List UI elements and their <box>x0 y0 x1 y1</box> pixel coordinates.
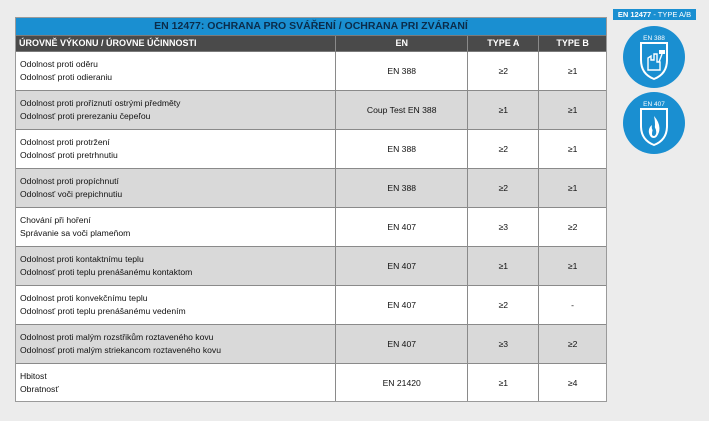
property-sk: Odolnosť proti odieraniu <box>20 72 113 82</box>
type-a-cell: ≥1 <box>468 91 539 129</box>
property-cell <box>16 52 336 90</box>
property-cell <box>16 364 336 401</box>
table-header-row <box>16 36 606 52</box>
table-row <box>16 208 606 247</box>
table-row <box>16 130 606 169</box>
property-cz: Odolnost proti malým rozstřikům roztaveného kovu <box>20 332 214 342</box>
property-sk: Odolnosť voči prepichnutiu <box>20 189 123 199</box>
table-body <box>16 52 606 401</box>
property-sk: Odolnosť proti malým striekancom roztaveného kovu <box>20 345 221 355</box>
en-cell: EN 407 <box>336 208 469 246</box>
en-cell: EN 388 <box>336 52 469 90</box>
type-b-cell: ≥1 <box>567 105 578 115</box>
type-b-cell: ≥1 <box>567 144 578 154</box>
en-cell: Coup Test EN 388 <box>336 91 469 129</box>
property-cell <box>16 286 336 324</box>
standard-badge <box>613 9 696 20</box>
type-a-cell: ≥2 <box>468 130 539 168</box>
property-cell <box>16 169 336 207</box>
table-row <box>16 91 606 130</box>
en407-badge <box>623 92 685 154</box>
type-b-cell: ≥1 <box>567 183 578 193</box>
type-b-cell: - <box>571 300 575 310</box>
property-cz: Odolnost proti propíchnutí <box>20 176 119 186</box>
property-cz: Odolnost proti oděru <box>20 59 98 69</box>
property-cz: Odolnost proti protržení <box>20 137 110 147</box>
property-cz: Chování při hoření <box>20 215 91 225</box>
badge-standard: EN 12477 <box>617 10 652 19</box>
property-sk: Správanie sa voči plameňom <box>20 228 131 238</box>
property-cell <box>16 208 336 246</box>
property-sk: Odolnosť proti teplu prenášanému vedením <box>20 306 186 316</box>
type-a-cell: ≥2 <box>468 286 539 324</box>
header-level: ÚROVNĚ VÝKONU / ÚROVNE ÚČINNOSTI <box>16 36 336 51</box>
property-cell <box>16 325 336 363</box>
header-en: EN <box>336 36 469 51</box>
property-sk: Obratnosť <box>20 383 59 394</box>
table-row <box>16 364 606 401</box>
type-a-cell: ≥2 <box>468 169 539 207</box>
property-sk: Odolnosť proti teplu prenášanému kontaktom <box>20 267 193 277</box>
table-row <box>16 169 606 208</box>
property-cz: Hbitost <box>20 370 47 381</box>
header-type-a: TYPE A <box>468 36 539 51</box>
performance-table <box>15 17 607 402</box>
badge-type: - TYPE A/B <box>651 10 692 19</box>
en388-label: EN 388 <box>643 35 665 42</box>
table-title: EN 12477: OCHRANA PRO SVÁŘENÍ / OCHRANA PRI ZVÁRANÍ <box>16 18 606 36</box>
property-cz: Odolnost proti konvekčnímu teplu <box>20 293 148 303</box>
type-b-cell: ≥1 <box>567 261 578 271</box>
type-a-cell: ≥1 <box>468 364 539 401</box>
en-cell: EN 388 <box>336 169 469 207</box>
type-a-cell: ≥2 <box>468 52 539 90</box>
property-cell <box>16 130 336 168</box>
en-cell: EN 388 <box>336 130 469 168</box>
table-row <box>16 325 606 364</box>
type-b-cell: ≥2 <box>567 339 578 349</box>
property-sk: Odolnosť proti prerezaniu čepeľou <box>20 111 151 121</box>
en-cell: EN 21420 <box>336 364 469 401</box>
property-cz: Odolnost proti proříznutí ostrými předměty <box>20 98 181 108</box>
property-cz: Odolnost proti kontaktnímu teplu <box>20 254 144 264</box>
en-cell: EN 407 <box>336 286 469 324</box>
property-cell <box>16 91 336 129</box>
en388-badge <box>623 26 685 88</box>
type-a-cell: ≥1 <box>468 247 539 285</box>
property-cell <box>16 247 336 285</box>
en-cell: EN 407 <box>336 325 469 363</box>
type-b-cell: ≥1 <box>567 66 578 76</box>
property-sk: Odolnosť proti pretrhnutiu <box>20 150 118 160</box>
type-a-cell: ≥3 <box>468 325 539 363</box>
type-a-cell: ≥3 <box>468 208 539 246</box>
en-cell: EN 407 <box>336 247 469 285</box>
table-row <box>16 247 606 286</box>
header-type-b: TYPE B <box>556 38 589 48</box>
table-row <box>16 286 606 325</box>
table-row <box>16 52 606 91</box>
type-b-cell: ≥4 <box>567 377 578 388</box>
en407-label: EN 407 <box>643 101 665 108</box>
type-b-cell: ≥2 <box>567 222 578 232</box>
